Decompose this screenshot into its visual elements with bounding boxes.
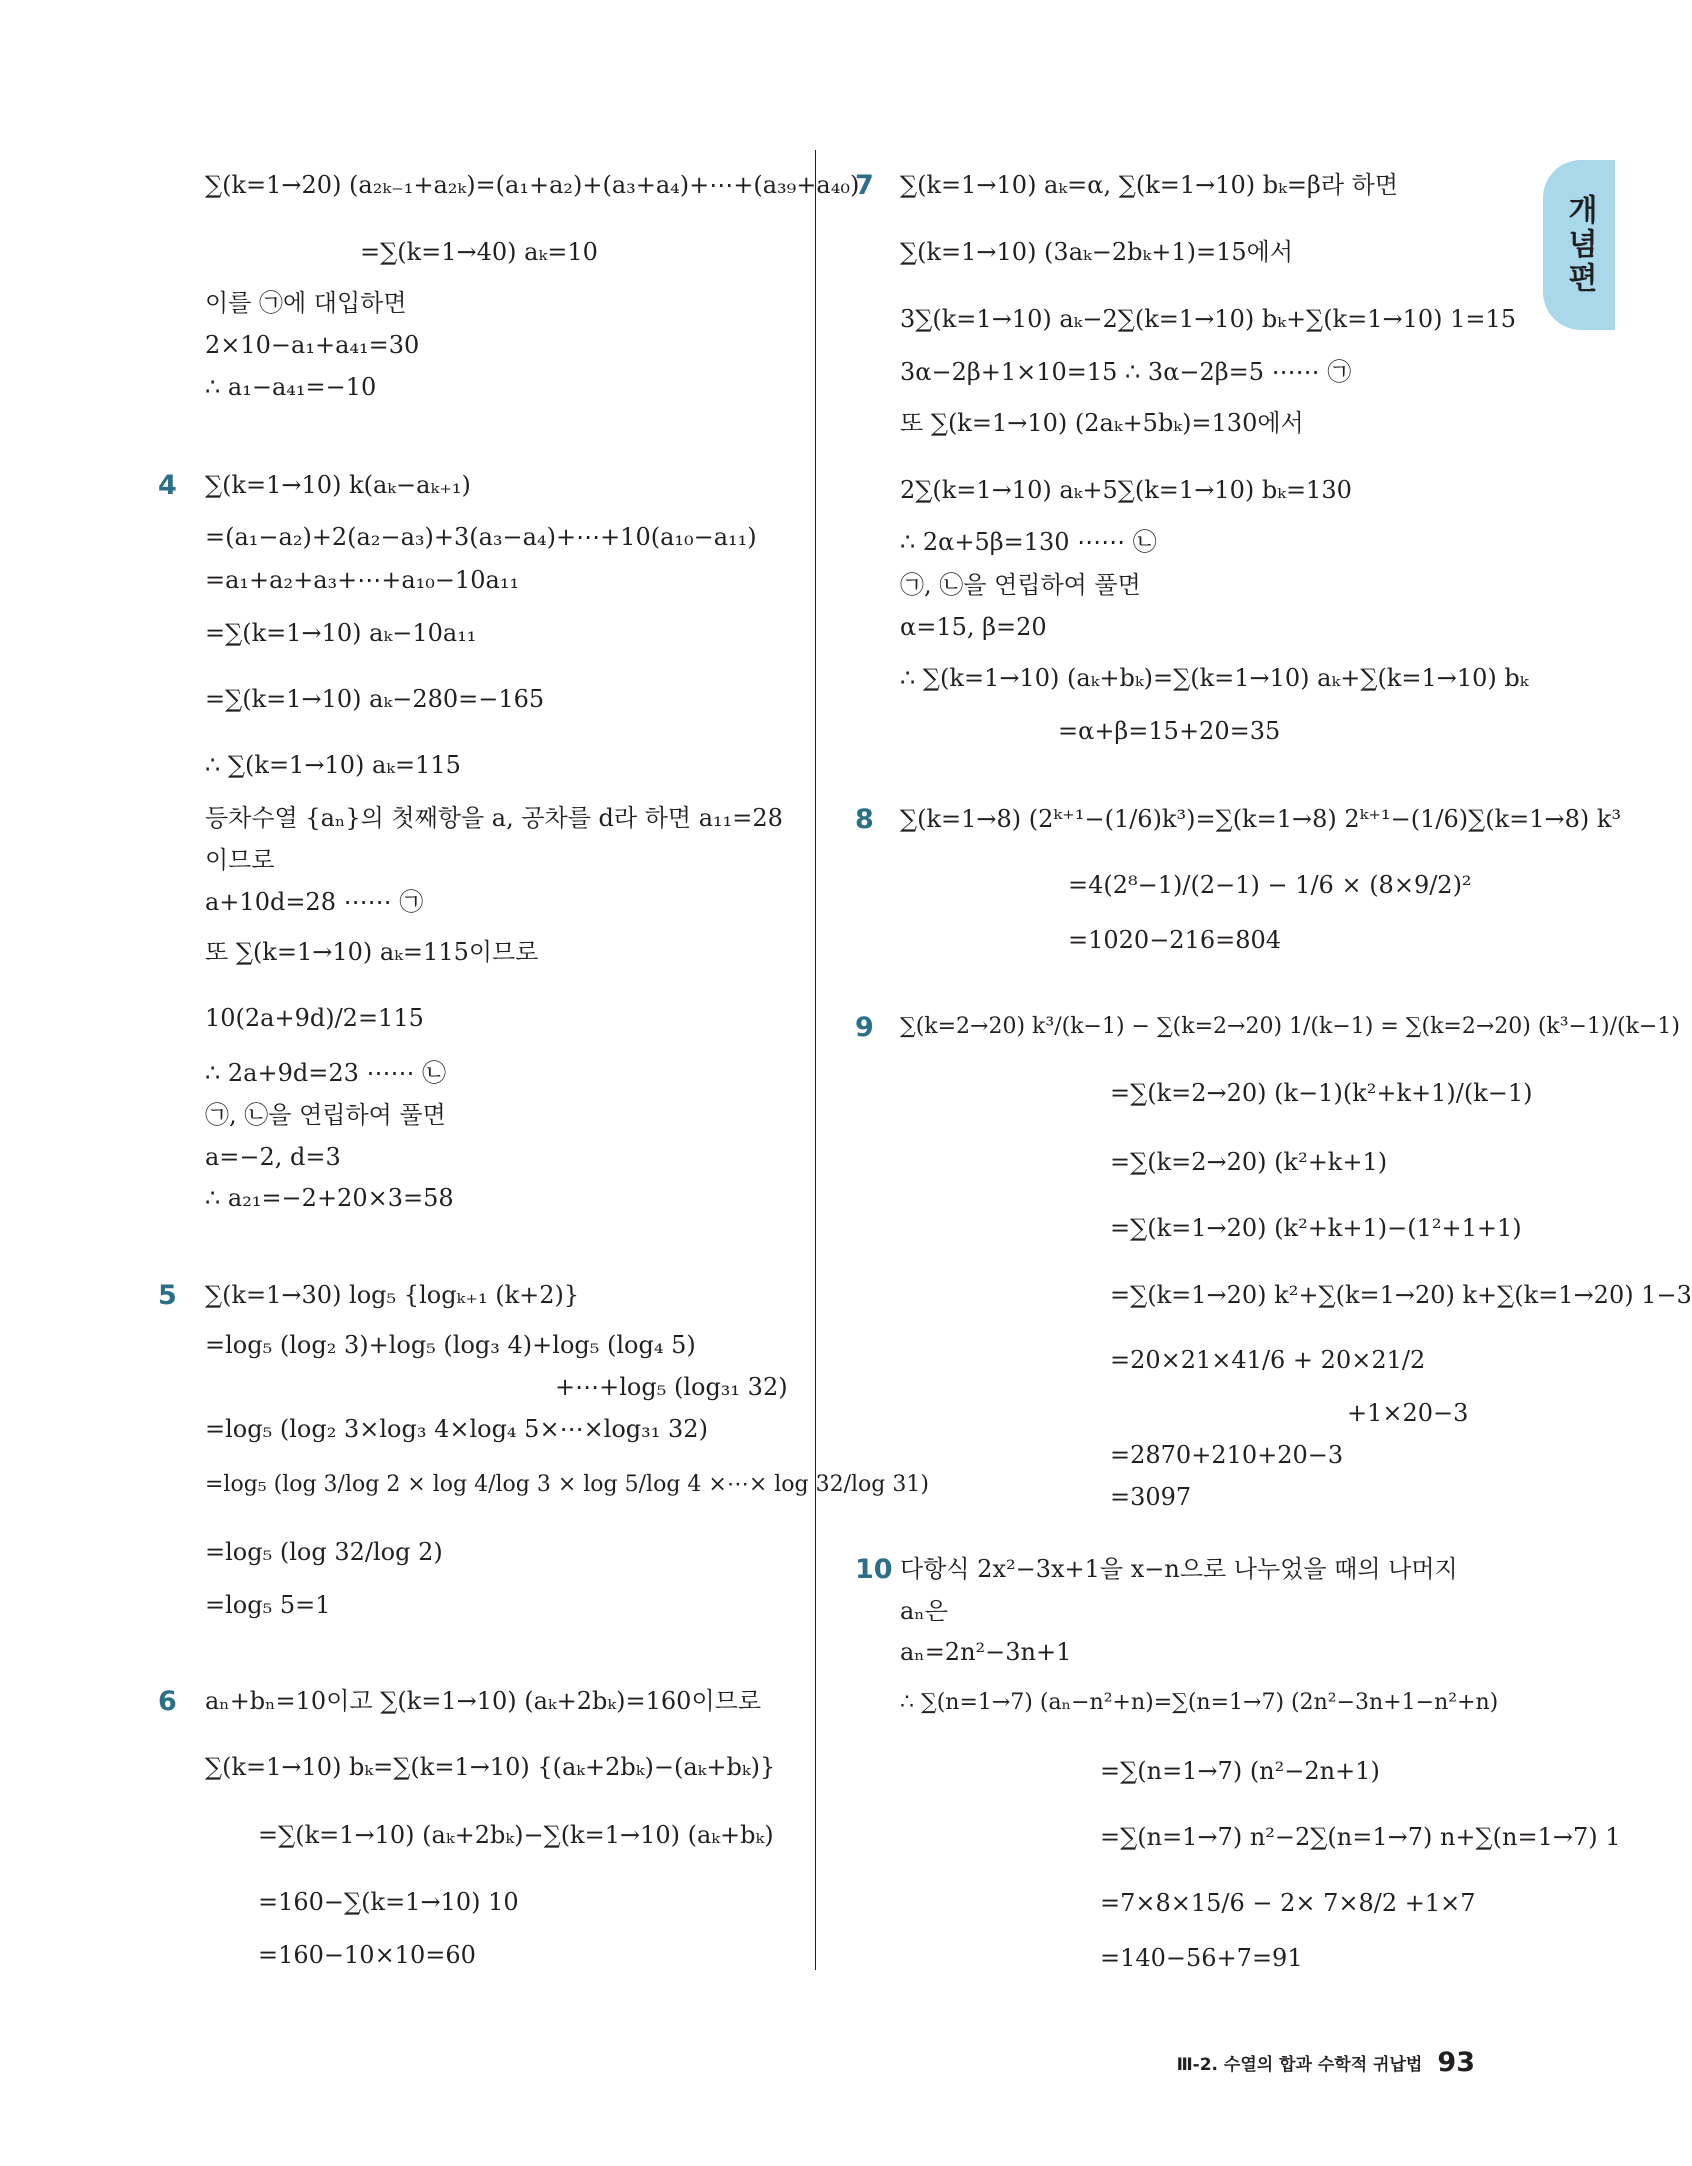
problem-number: 8	[855, 804, 874, 835]
section-side-tab	[1543, 160, 1615, 330]
solution-line: ∑(k=1→10) (3aₖ−2bₖ+1)=15에서	[900, 238, 1294, 266]
solution-line: aₙ=2n²−3n+1	[900, 1638, 1072, 1666]
solution-line: =160−10×10=60	[258, 1941, 476, 1969]
column-divider	[815, 150, 816, 1970]
problem-number: 10	[855, 1554, 893, 1585]
solution-line: =log₅ (log₂ 3×log₃ 4×log₄ 5×⋯×log₃₁ 32)	[205, 1415, 708, 1443]
solution-line: aₙ은	[900, 1597, 948, 1625]
solution-line: =∑(k=1→40) aₖ=10	[360, 238, 598, 266]
solution-line: 이를 ㉠에 대입하면	[205, 289, 407, 317]
solution-line: =7×8×15/6 − 2× 7×8/2 +1×7	[1100, 1889, 1476, 1917]
solution-line: =log₅ (log 32/log 2)	[205, 1538, 443, 1566]
solution-line: ㉠, ㉡을 연립하여 풀면	[205, 1101, 446, 1129]
footer-section-label: Ⅲ-2. 수열의 합과 수학적 귀납법	[1176, 2055, 1423, 2075]
solution-line: =∑(k=2→20) (k²+k+1)	[1110, 1148, 1388, 1176]
solution-line: =log₅ 5=1	[205, 1591, 331, 1619]
solution-line: 또 ∑(k=1→10) (2aₖ+5bₖ)=130에서	[900, 409, 1304, 437]
solution-line: =20×21×41/6 + 20×21/2	[1110, 1346, 1426, 1374]
solution-line: ∑(k=1→10) aₖ=α, ∑(k=1→10) bₖ=β라 하면	[900, 171, 1399, 199]
solution-line: =140−56+7=91	[1100, 1944, 1303, 1972]
solution-line: +⋯+log₅ (log₃₁ 32)	[555, 1373, 788, 1401]
problem-number: 5	[158, 1280, 177, 1311]
solution-line: =1020−216=804	[1068, 926, 1282, 954]
solution-line: 2×10−a₁+a₄₁=30	[205, 331, 420, 359]
solution-line: =∑(n=1→7) n²−2∑(n=1→7) n+∑(n=1→7) 1	[1100, 1823, 1621, 1851]
solution-line: ∑(k=1→20) (a₂ₖ₋₁+a₂ₖ)=(a₁+a₂)+(a₃+a₄)+⋯+(a₃₉+a₄₀)	[205, 171, 860, 199]
solution-line: ∑(k=1→10) k(aₖ−aₖ₊₁)	[205, 471, 471, 499]
page-number: 93	[1437, 2047, 1475, 2078]
solution-line: =∑(k=1→10) (aₖ+2bₖ)−∑(k=1→10) (aₖ+bₖ)	[258, 1821, 774, 1849]
solution-line: =log₅ (log₂ 3)+log₅ (log₃ 4)+log₅ (log₄ 5)	[205, 1331, 696, 1359]
solution-line: ∑(k=1→10) bₖ=∑(k=1→10) {(aₖ+2bₖ)−(aₖ+bₖ)}	[205, 1753, 776, 1781]
solution-line: ∴ ∑(n=1→7) (aₙ−n²+n)=∑(n=1→7) (2n²−3n+1−n²+n)	[900, 1690, 1499, 1715]
solution-line: ∴ ∑(k=1→10) (aₖ+bₖ)=∑(k=1→10) aₖ+∑(k=1→10) bₖ	[900, 664, 1529, 692]
solution-line: 이므로	[205, 846, 275, 874]
solution-line: 10(2a+9d)/2=115	[205, 1004, 424, 1032]
solution-line: +1×20−3	[1347, 1399, 1469, 1427]
solution-line: 등차수열 {aₙ}의 첫째항을 a, 공차를 d라 하면 a₁₁=28	[205, 804, 783, 832]
solution-line: 3∑(k=1→10) aₖ−2∑(k=1→10) bₖ+∑(k=1→10) 1=15	[900, 305, 1517, 333]
solution-line: =4(2⁸−1)/(2−1) − 1/6 × (8×9/2)²	[1068, 871, 1472, 899]
solution-line: =∑(k=1→20) (k²+k+1)−(1²+1+1)	[1110, 1214, 1522, 1242]
solution-line: =∑(k=1→20) k²+∑(k=1→20) k+∑(k=1→20) 1−3	[1110, 1281, 1692, 1309]
solution-line: ∴ a₁−a₄₁=−10	[205, 373, 377, 401]
solution-line: ∴ 2α+5β=130 ⋯⋯ ㉡	[900, 528, 1157, 556]
solution-line: a=−2, d=3	[205, 1143, 341, 1171]
page-footer	[1177, 2047, 1475, 2078]
solution-line: =∑(k=1→10) aₖ−10a₁₁	[205, 619, 477, 647]
solution-line: =3097	[1110, 1483, 1192, 1511]
solution-line: ㉠, ㉡을 연립하여 풀면	[900, 571, 1141, 599]
solution-line: =∑(k=2→20) (k−1)(k²+k+1)/(k−1)	[1110, 1079, 1533, 1107]
side-tab-label: 개념편	[1562, 194, 1597, 296]
problem-number: 4	[158, 470, 177, 501]
problem-number: 7	[855, 170, 874, 201]
solution-line: ∑(k=1→8) (2ᵏ⁺¹−(1/6)k³)=∑(k=1→8) 2ᵏ⁺¹−(1/6)∑(k=1→8) k³	[900, 805, 1622, 833]
solution-line: 다항식 2x²−3x+1을 x−n으로 나누었을 때의 나머지	[900, 1555, 1458, 1583]
solution-line: ∴ a₂₁=−2+20×3=58	[205, 1184, 454, 1212]
solution-line: aₙ+bₙ=10이고 ∑(k=1→10) (aₖ+2bₖ)=160이므로	[205, 1687, 762, 1715]
solution-line: =2870+210+20−3	[1110, 1441, 1344, 1469]
solution-line: =∑(k=1→10) aₖ−280=−165	[205, 685, 545, 713]
problem-number: 6	[158, 1686, 177, 1717]
solution-line: α=15, β=20	[900, 613, 1047, 641]
solution-line: =(a₁−a₂)+2(a₂−a₃)+3(a₃−a₄)+⋯+10(a₁₀−a₁₁)	[205, 523, 757, 551]
solution-line: =a₁+a₂+a₃+⋯+a₁₀−10a₁₁	[205, 566, 520, 594]
solution-line: ∑(k=1→30) log₅ {logₖ₊₁ (k+2)}	[205, 1281, 580, 1309]
solution-line: =log₅ (log 3/log 2 × log 4/log 3 × log 5/log 4 ×⋯× log 32/log 31)	[205, 1472, 929, 1497]
solution-line: =160−∑(k=1→10) 10	[258, 1888, 519, 1916]
solution-line: 2∑(k=1→10) aₖ+5∑(k=1→10) bₖ=130	[900, 476, 1352, 504]
solution-line: ∑(k=2→20) k³/(k−1) − ∑(k=2→20) 1/(k−1) = ∑(k=2→20) (k³−1)/(k−1)	[900, 1014, 1680, 1039]
problem-number: 9	[855, 1012, 874, 1043]
solution-line: 또 ∑(k=1→10) aₖ=115이므로	[205, 938, 539, 966]
solution-line: ∴ 2a+9d=23 ⋯⋯ ㉡	[205, 1059, 447, 1087]
solution-line: a+10d=28 ⋯⋯ ㉠	[205, 888, 424, 916]
solution-line: 3α−2β+1×10=15 ∴ 3α−2β=5 ⋯⋯ ㉠	[900, 358, 1352, 386]
solution-line: ∴ ∑(k=1→10) aₖ=115	[205, 751, 461, 779]
solution-line: =∑(n=1→7) (n²−2n+1)	[1100, 1757, 1380, 1785]
solution-line: =α+β=15+20=35	[1058, 717, 1281, 745]
